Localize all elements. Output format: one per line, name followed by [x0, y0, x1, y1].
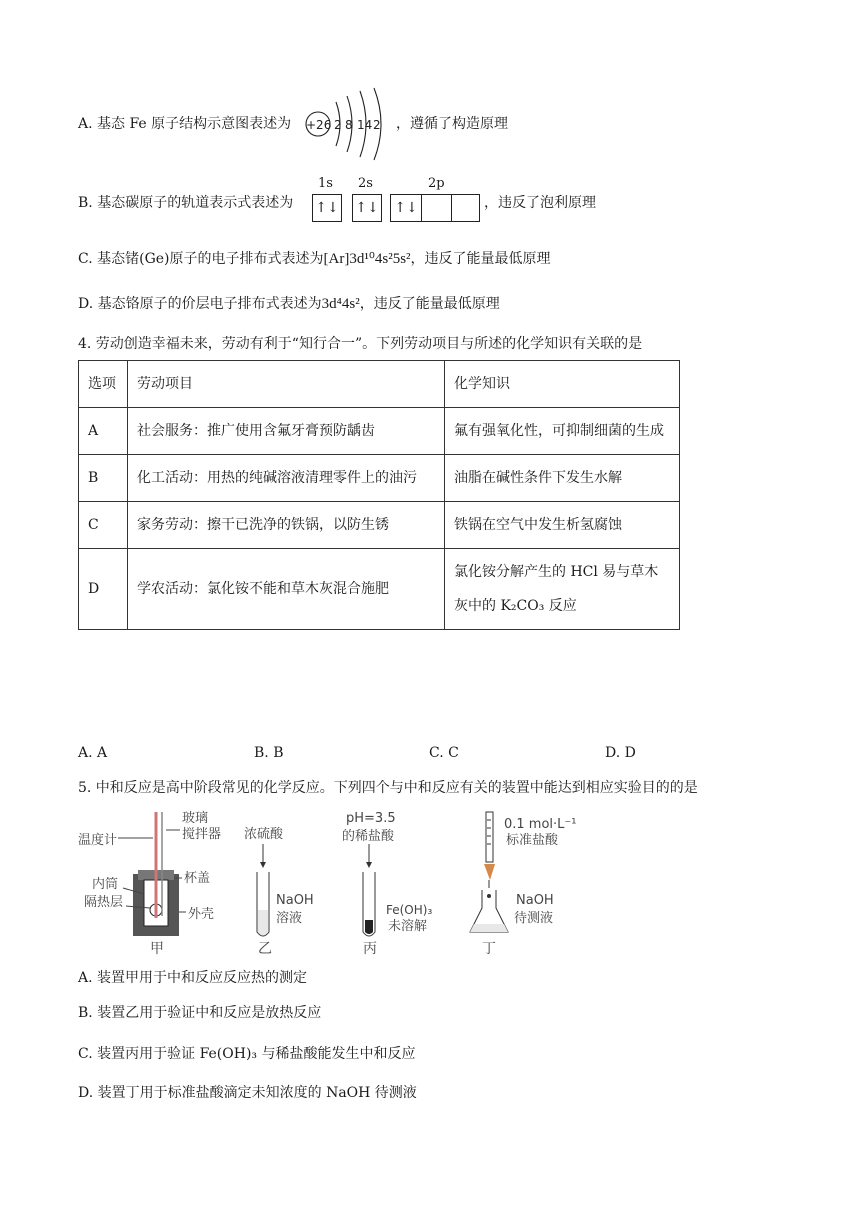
row-option: C — [79, 502, 128, 549]
q3-option-c-suffix: ，违反了能量最低原理 — [410, 251, 551, 267]
fe-shell-3: 14 — [357, 118, 373, 132]
q4-option-c: C. C — [429, 745, 459, 761]
label-std-conc: 0.1 mol·L⁻¹ — [504, 817, 577, 832]
ge-electron-config: [Ar]3d¹⁰4s²5s² — [323, 251, 411, 267]
row-project: 家务劳动：擦干已洗净的铁锅，以防生锈 — [128, 502, 445, 549]
q3-option-c-text: 基态锗(Ge)原子的电子排布式表述为 — [97, 251, 324, 267]
orbital-label-2s: 2s — [358, 176, 373, 191]
label-naoh-test-2: 待测液 — [514, 911, 554, 926]
q3-option-a-suffix: ，遵循了构造原理 — [396, 116, 508, 132]
fe-shell-1: 2 — [334, 118, 342, 132]
q3-option-b — [78, 193, 293, 213]
q3-option-a — [78, 114, 291, 134]
q3-option-c-label: C. — [78, 251, 93, 267]
fe-shell-2: 8 — [345, 118, 353, 132]
q5-option-a: A. 装置甲用于中和反应反应热的测定 — [78, 970, 308, 986]
label-insulation: 隔热层 — [84, 895, 124, 910]
q3-option-b-suffix: ，违反了泡利原理 — [484, 195, 596, 211]
q5-option-d: D. 装置丁用于标准盐酸滴定未知浓度的 NaOH 待测液 — [78, 1085, 417, 1101]
label-conc-h2so4: 浓硫酸 — [244, 827, 284, 842]
carbon-orbital-diagram: 1s 2s 2p ↑↓ ↑↓ ↑↓ — [312, 180, 482, 224]
row-knowledge: 油脂在碱性条件下发生水解 — [445, 455, 680, 502]
table-row — [79, 455, 680, 502]
q4-option-b: B. B — [254, 745, 284, 761]
row-project: 化工活动：用热的纯碱溶液清理零件上的油污 — [128, 455, 445, 502]
label-yi: 乙 — [258, 941, 272, 957]
label-bing: 丙 — [363, 941, 377, 957]
q3-option-a-text: 基态 Fe 原子结构示意图表述为 — [97, 116, 292, 132]
q4-stem: 4. 劳动创造幸福未来，劳动有利于“知行合一”。下列劳动项目与所述的化学知识有关联的是 — [78, 336, 643, 352]
row-option: A — [79, 408, 128, 455]
label-lid: 杯盖 — [184, 871, 211, 886]
q5-option-b: B. 装置乙用于验证中和反应是放热反应 — [78, 1005, 322, 1021]
label-stirrer-1: 玻璃 — [182, 811, 209, 826]
row-knowledge: 铁锅在空气中发生析氢腐蚀 — [445, 502, 680, 549]
header-knowledge: 化学知识 — [445, 361, 680, 408]
table-header-row — [79, 361, 680, 408]
label-undissolved: 未溶解 — [388, 919, 428, 934]
q4-option-d: D. D — [605, 745, 636, 761]
orbital-label-2p: 2p — [428, 176, 445, 191]
q5-apparatus-figure — [78, 808, 598, 960]
fe-nucleus-charge: +26 — [306, 118, 332, 132]
q3-option-d-text: 基态铬原子的价层电子排布式表述为 — [97, 296, 322, 312]
label-jia: 甲 — [150, 941, 164, 957]
label-thermometer: 温度计 — [78, 833, 118, 848]
orbital-label-1s: 1s — [318, 176, 333, 191]
table-row — [79, 502, 680, 549]
q3-option-a-label: A. — [78, 116, 93, 132]
header-project: 劳动项目 — [128, 361, 445, 408]
label-shell: 外壳 — [188, 907, 215, 922]
label-ding: 丁 — [482, 941, 496, 957]
cr-valence-config: 3d⁴4s² — [321, 296, 360, 312]
header-option: 选项 — [79, 361, 128, 408]
row-project: 学农活动：氯化铵不能和草木灰混合施肥 — [128, 549, 445, 630]
q5-option-c: C. 装置丙用于验证 Fe(OH)₃ 与稀盐酸能发生中和反应 — [78, 1046, 416, 1062]
row-option: D — [79, 549, 128, 630]
q3-option-d — [78, 294, 500, 314]
label-stirrer-2: 搅拌器 — [182, 827, 222, 842]
row-project: 社会服务：推广使用含氟牙膏预防龋齿 — [128, 408, 445, 455]
q4-table — [78, 360, 680, 630]
label-naoh-1: NaOH — [276, 893, 314, 908]
label-feoh3: Fe(OH)₃ — [386, 903, 433, 917]
fe-atom-structure-diagram — [303, 86, 395, 162]
q4-options — [78, 745, 778, 765]
row-knowledge: 氯化铵分解产生的 HCl 易与草木灰中的 K₂CO₃ 反应 — [445, 549, 680, 630]
label-dilute-hcl: 的稀盐酸 — [342, 829, 395, 844]
q3-option-d-label: D. — [78, 296, 94, 312]
q3-option-b-label: B. — [78, 195, 93, 211]
label-inner: 内筒 — [92, 877, 119, 892]
table-row — [79, 408, 680, 455]
row-option: B — [79, 455, 128, 502]
q3-option-d-suffix: ，违反了能量最低原理 — [359, 296, 500, 312]
label-std-hcl: 标准盐酸 — [506, 833, 559, 848]
table-row — [79, 549, 680, 630]
q3-option-b-text: 基态碳原子的轨道表示式表述为 — [97, 195, 294, 211]
q3-option-c — [78, 249, 551, 269]
row-knowledge: 氟有强氧化性，可抑制细菌的生成 — [445, 408, 680, 455]
label-ph: pH=3.5 — [346, 811, 396, 826]
label-naoh-2: 溶液 — [276, 911, 303, 926]
q5-stem: 5. 中和反应是高中阶段常见的化学反应。下列四个与中和反应有关的装置中能达到相应实验目的的是 — [78, 780, 698, 796]
label-naoh-test-1: NaOH — [516, 893, 554, 908]
fe-shell-4: 2 — [373, 118, 381, 132]
q4-option-a: A. A — [78, 745, 108, 761]
